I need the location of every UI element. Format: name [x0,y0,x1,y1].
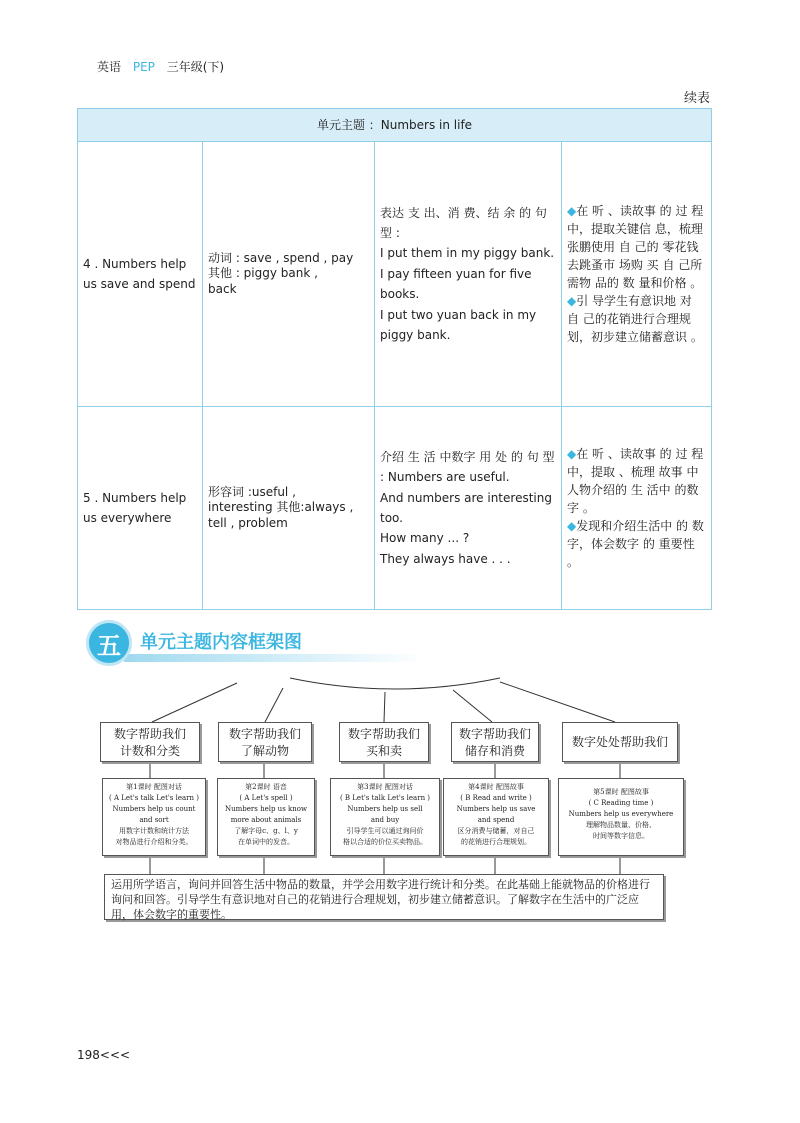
vocab-line: 形容词 :useful , [208,484,296,499]
topic-box [562,722,678,762]
grade-label: 三年级(下) [166,60,225,74]
goal-text: 在 听 、读故事 的 过 程中，提取 、梳理 故事 中人物介绍的 生 活中 的数字 。 [567,447,704,515]
summary-box: 运用所学语言，询问并回答生活中物品的数量，并学会用数字进行统计和分类。在此基础上能就物品的价格进行询问和回答。引导学生有意识地对自己的花销进行合理规划，初步建立储蓄意识。了解数字在生活中的广泛应用，体会数字的重要性。 [104,874,664,920]
diamond-icon: ◆ [567,447,577,461]
lesson-line: ( B Read and write ) [460,794,532,802]
topic-box [100,722,200,762]
lesson-line: 了解字母c、g、l、y [234,827,298,835]
lesson-line: ( C Reading time ) [588,799,654,807]
vocab-line: 动词 : save , spend , pay [208,250,354,265]
pattern-line: They always have . . . [380,551,511,566]
topic-line: 了解动物 [240,744,289,758]
lesson-line: more about animals [230,816,302,824]
lesson-line: 第2课时 语音 [245,783,287,791]
pattern-intro: 表达 支 出、消 费、结 余 的 句 型 : [380,205,547,241]
pattern-line: How many ... ? [380,531,470,546]
vocab-line: interesting 其他:always , [208,500,354,515]
lesson-line: Numbers help us everywhere [568,810,674,818]
goal-text: 发现和介绍生活中 的 数字，体会数字 的 重要性 。 [567,519,704,569]
lesson-box [558,778,684,856]
lesson-line: 区分消费与储蓄，对自己 [457,827,535,835]
lesson-line: 第4课时 配图故事 [468,783,524,791]
section-title: 单元主题内容框架图 [140,632,302,653]
lesson-line: Numbers help us save [456,805,536,813]
goal-text: 引 导学生有意识地 对 自 己的花销进行合理规划，初步建立储蓄意识 。 [567,294,703,344]
vocab-line: 其他 : piggy bank , [208,266,318,281]
lesson-line: 在单词中的发音。 [238,838,294,846]
unit-theme-title: 单元主题 ：Numbers in life [78,109,712,142]
topic-box [451,722,539,762]
lesson-line: ( A Let's talk Let's learn ) [109,794,199,802]
page-number: 198<<< [77,1048,131,1062]
pattern-line: I put them in my piggy bank. [380,246,555,261]
pattern-line: And numbers are interesting too. [380,490,552,525]
lesson-line: 理解物品数量、价格、 [586,821,656,829]
diamond-icon: ◆ [567,519,577,533]
lesson-box [102,778,206,856]
diamond-icon: ◆ [567,204,577,218]
lesson-line: and spend [477,816,515,824]
lesson-line: 第1课时 配图对话 [126,783,182,791]
lesson-line: 对物品进行介绍和分类。 [115,838,193,846]
lesson-box [330,778,440,856]
pattern-line: I put two yuan back in my piggy bank. [380,307,537,342]
lesson-line: and buy [370,816,400,824]
lesson-cell: 4 . Numbers help us save and spend [78,142,203,407]
lesson-line: 格以合适的价位买卖物品。 [343,838,427,846]
pattern-intro: 介绍 生 活 中数字 用 处 的 句 型 : Numbers are useful. [380,449,555,485]
goal-text: 在 听 、读故事 的 过 程中，提取关键信 息，梳理张鹏使用 自 己的 零花钱去跳蚤市 场购 买 自 己所需物 品的 数 量和价格 。 [567,204,704,290]
pattern-line: I pay fifteen yuan for five books. [380,266,532,302]
topic-line: 计数和分类 [119,744,180,758]
section-number: 五 [86,620,132,666]
lesson-cell: 5 . Numbers help us everywhere [78,407,203,610]
topic-line: 数字帮助我们 [347,727,420,741]
topic-line: 储存和消费 [464,744,525,758]
subject-label: 英语 [97,60,122,74]
lesson-line: 引导学生可以通过询问价 [346,827,424,835]
lesson-line: 第5课时 配图故事 [593,788,649,796]
vocab-line: tell , problem [208,515,288,530]
topic-line: 数字处处帮助我们 [571,735,668,749]
topic-box [339,722,429,762]
lesson-line: 时间等数字信息。 [593,832,649,840]
lesson-line: 用数字计数和统计方法 [119,827,189,835]
vocab-line: back [208,281,237,296]
topic-line: 买和卖 [365,744,402,758]
lesson-line: Numbers help us know [225,805,307,813]
topic-line: 数字帮助我们 [113,727,186,741]
lesson-line: ( B Let's talk Let's learn ) [339,794,431,802]
lesson-line: 第3课时 配图对话 [357,783,413,791]
lesson-line: ( A Let's spell ) [239,794,293,802]
lesson-line: Numbers help us count [112,805,196,813]
topic-box [218,722,312,762]
diamond-icon: ◆ [567,294,577,308]
continued-label: 续表 [683,91,710,106]
edition-label: PEP [132,60,155,74]
lesson-line: and sort [139,816,169,824]
lesson-box [217,778,315,856]
lesson-line: Numbers help us sell [347,805,423,813]
topic-line: 数字帮助我们 [228,727,301,741]
lesson-line: 的花销进行合理规划。 [461,838,531,846]
topic-line: 数字帮助我们 [458,727,531,741]
lesson-box [443,778,549,856]
